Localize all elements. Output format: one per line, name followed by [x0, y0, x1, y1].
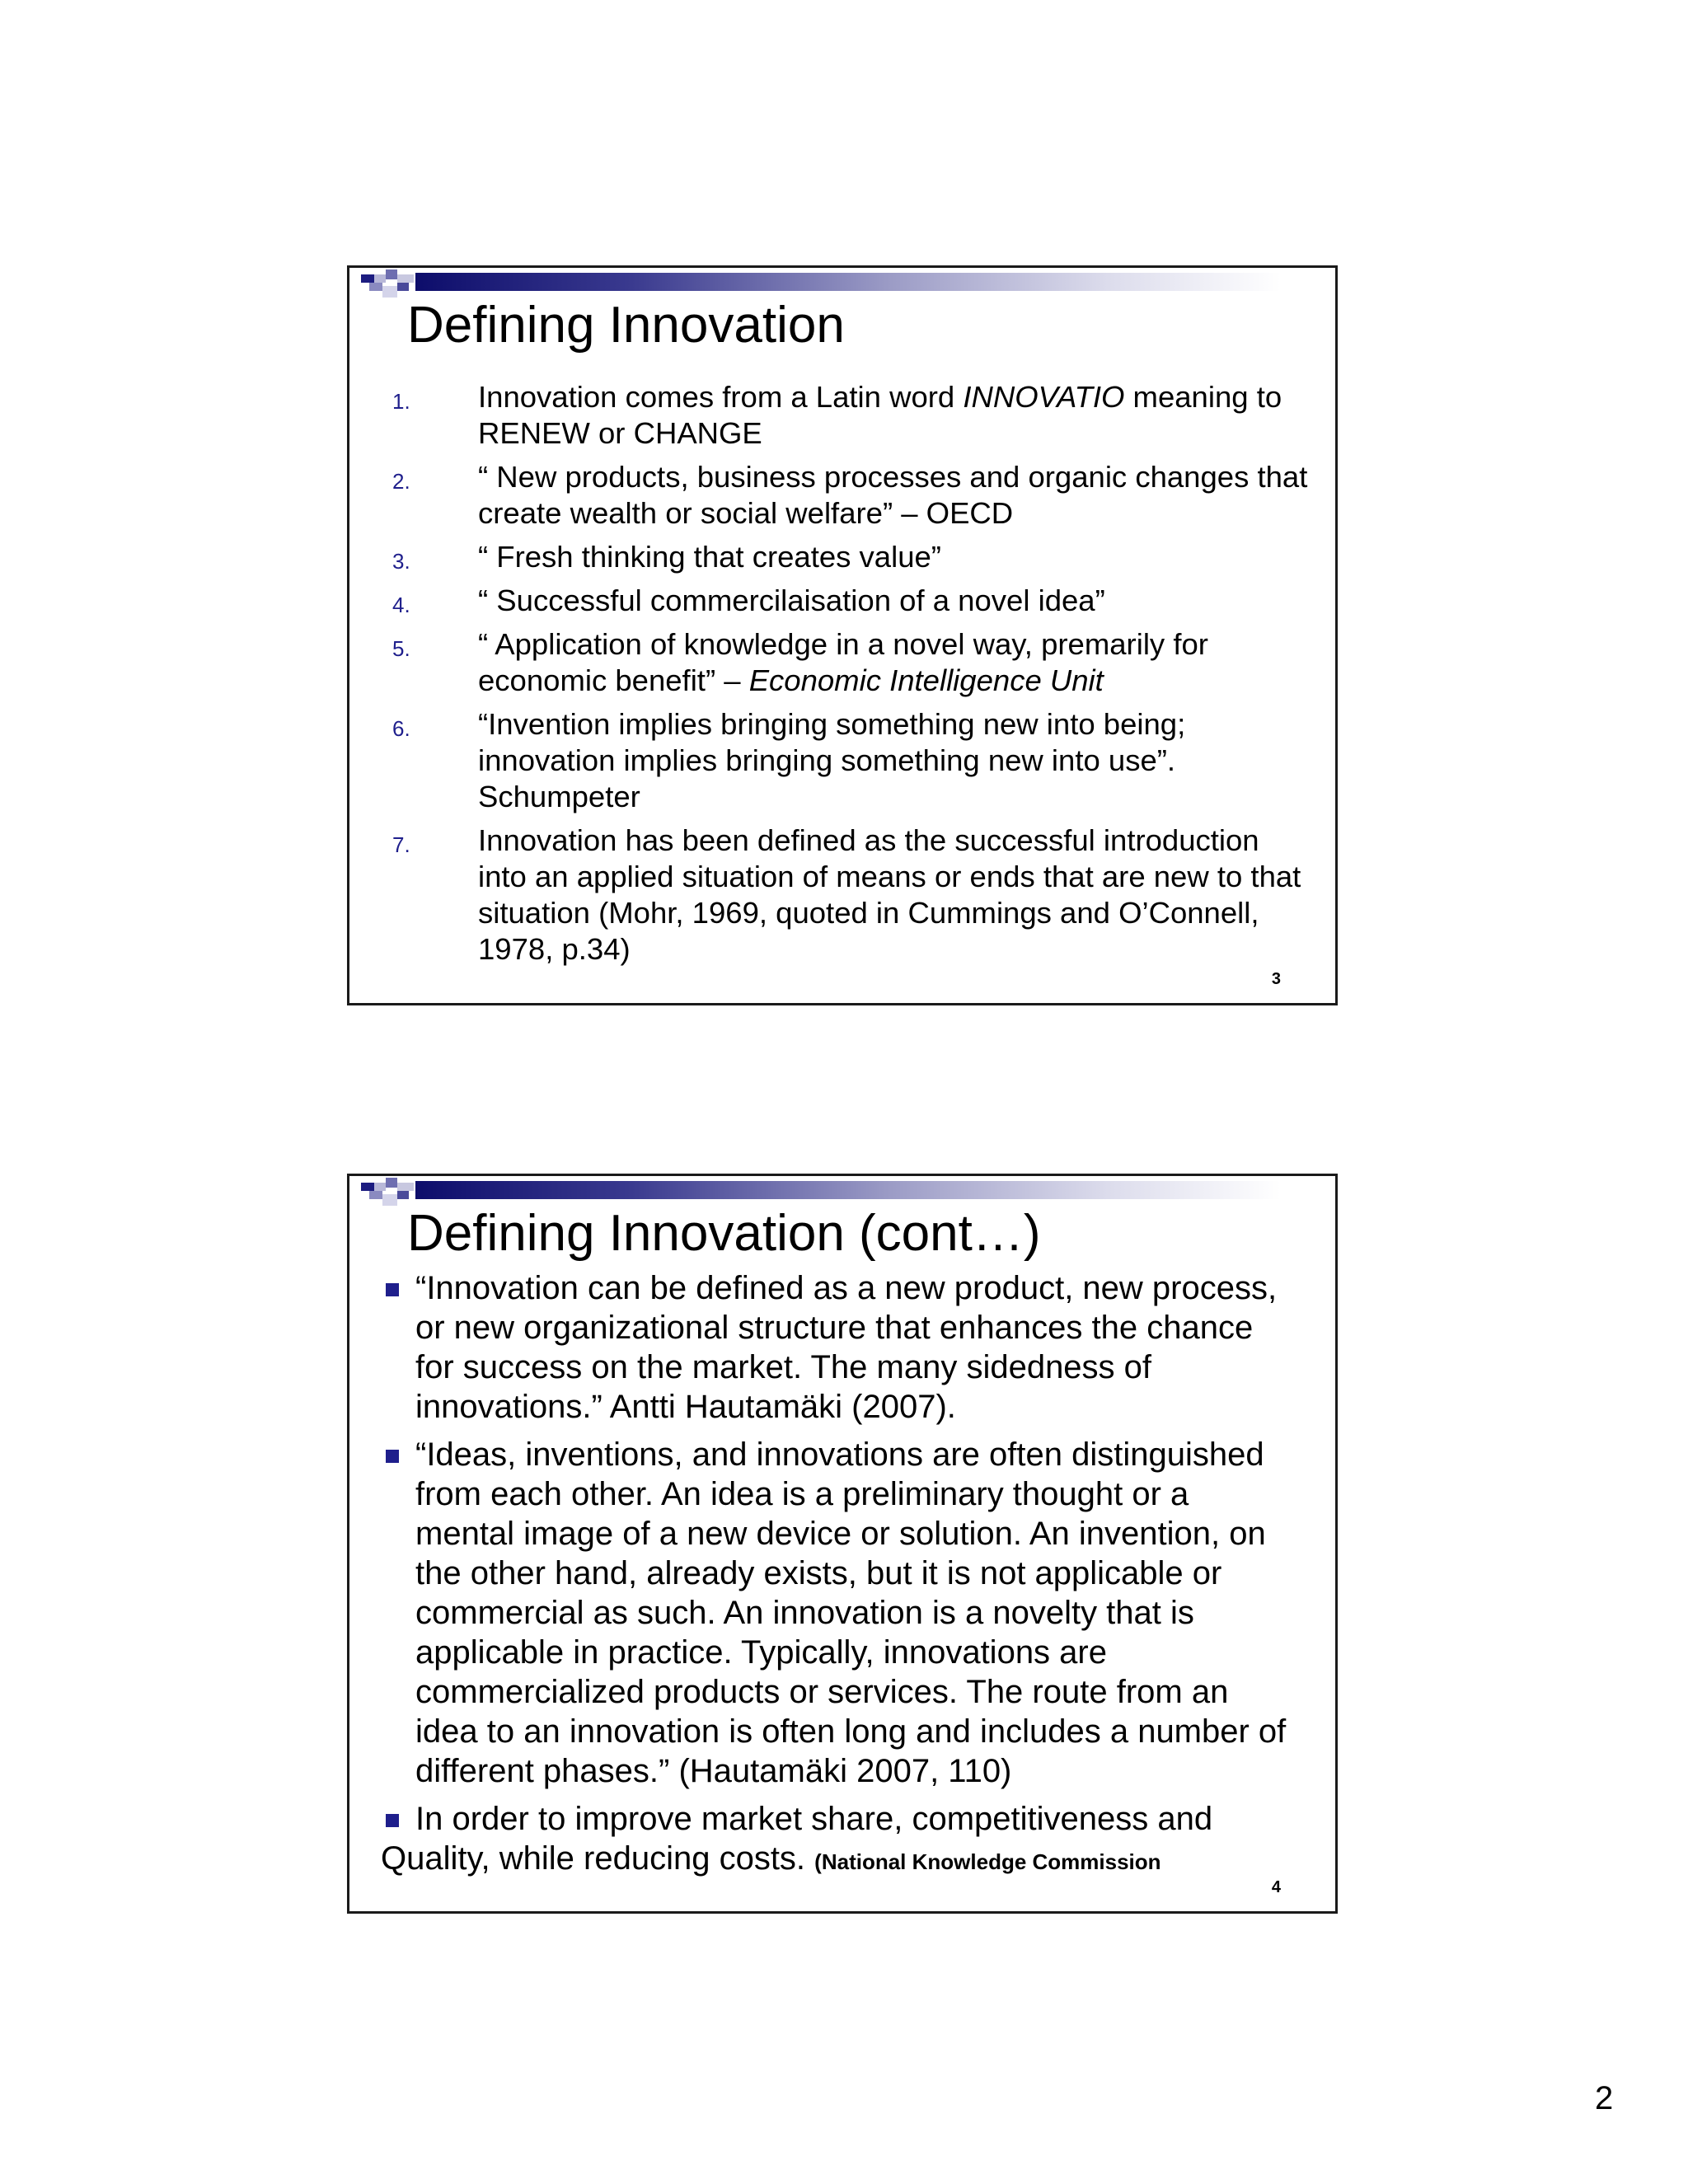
list-item: 1. Innovation comes from a Latin word INNOVATIO meaning to RENEW or CHANGE — [392, 380, 1282, 450]
square-bullet-icon — [386, 1450, 399, 1463]
square-bullet-icon — [386, 1814, 399, 1827]
list-number: 3. — [392, 549, 410, 574]
source-citation: (National Knowledge Commission — [814, 1849, 1161, 1874]
list-item: 7. Innovation has been defined as the successful introduction into an applied situation of means or ends that are new to that situation (Mohr, 1969, quoted in Cummings and O’Connell, 1978, p.34) — [392, 823, 1301, 966]
slide-defining-innovation — [347, 265, 1338, 1005]
list-item: 3. “ Fresh thinking that creates value” — [387, 539, 1311, 575]
slide-title: Defining Innovation (cont…) — [407, 1205, 1041, 1262]
bullet-list — [381, 1268, 1320, 1890]
list-number: 4. — [392, 593, 410, 617]
list-item: 6. “Invention implies bringing something new into being; innovation implies bringing something new into use”. Schumpeter — [392, 707, 1186, 813]
slide-number: 3 — [1271, 970, 1281, 988]
page-number: 2 — [1595, 2080, 1614, 2116]
definition-list — [387, 379, 1311, 975]
list-number: 5. — [392, 636, 410, 661]
slide-title: Defining Innovation — [407, 297, 845, 354]
list-item: “Innovation can be defined as a new product, new process, or new organizational structure that enhances the chance for success on the market. The many sidedness of innovations.” Antti Hautamäki (2007). — [381, 1268, 1320, 1427]
list-item: 2. “ New products, business processes and organic changes that create wealth or social welfare” – OECD — [392, 460, 1308, 530]
list-number: 1. — [392, 389, 410, 414]
list-item: In order to improve market share, competitiveness and Quality, while reducing costs. (National Knowledge Commission — [381, 1801, 1213, 1877]
slide-defining-innovation-cont — [347, 1174, 1338, 1914]
list-number: 6. — [392, 716, 410, 741]
slide-number: 4 — [1271, 1878, 1281, 1896]
square-bullet-icon — [386, 1283, 399, 1296]
list-number: 7. — [392, 832, 410, 857]
list-item: 5. “ Application of knowledge in a novel way, premarily for economic benefit” – Economic Intelligence Unit — [392, 627, 1208, 697]
list-number: 2. — [392, 469, 410, 494]
list-item: “Ideas, inventions, and innovations are often distinguished from each other. An idea is a preliminary thought or a mental image of a new device or solution. An invention, on the other hand, already exists, but it is not applicable or commercial as such. An innovation is a novelty that is applicable in practice. Typically, innovations are commercialized products or services. The route from an idea to an innovation is often long and includes a number of different phases.” (Hautamäki 2007, 110) — [381, 1435, 1320, 1791]
list-item: 4. “ Successful commercilaisation of a novel idea” — [387, 583, 1311, 619]
